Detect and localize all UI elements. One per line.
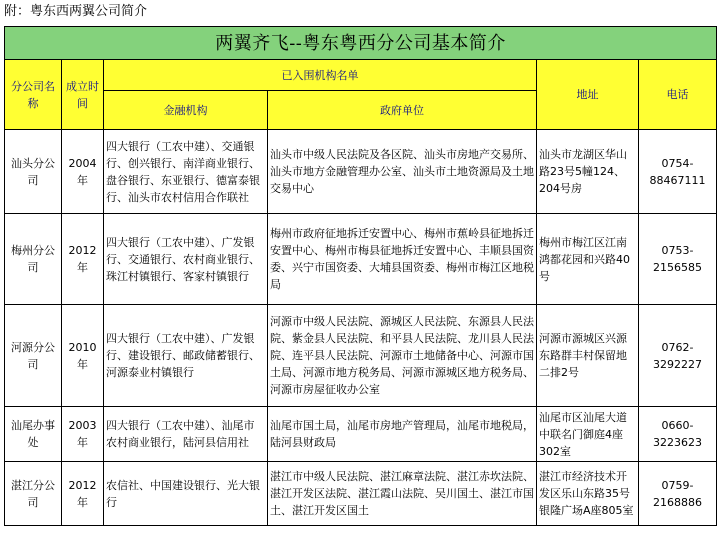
- government-units: 河源市中级人民法院、源城区人民法院、东源县人民法院、紫金县人民法院、和平县人民法院、龙川县人民法院、连平县人民法院、河源市土地储备中心、河源市国土局、河源市地方税务局、河源市源城区地方税务局、河源市房屋征收办公室: [268, 305, 537, 407]
- branch-name: 河源分公司: [5, 305, 62, 407]
- header-financial: 金融机构: [104, 91, 268, 130]
- branch-address: 梅州市梅江区江南鸿都花园和兴路40号: [537, 214, 639, 305]
- header-phone: 电话: [639, 60, 717, 130]
- government-units: 汕尾市国土局，汕尾市房地产管理局，汕尾市地税局，陆河县财政局: [268, 407, 537, 462]
- table-row: [5, 130, 717, 214]
- founded-year: 2012年: [62, 214, 104, 305]
- financial-institutions: 四大银行（工农中建）、广发银行、建设银行、邮政储蓄银行、河源泰业村镇银行: [104, 305, 268, 407]
- financial-institutions: 四大银行（工农中建）、广发银行、交通银行、农村商业银行、珠江村镇银行、客家村镇银行: [104, 214, 268, 305]
- financial-institutions: 农信社、中国建设银行、光大银行: [104, 462, 268, 526]
- government-units: 汕头市中级人民法院及各区院、汕头市房地产交易所、汕头市地方金融管理办公室、汕头市土地资源局及土地交易中心: [268, 130, 537, 214]
- header-government: 政府单位: [268, 91, 537, 130]
- branch-phone: 0762-3292227: [639, 305, 717, 407]
- header-founded: 成立时间: [62, 60, 104, 130]
- table-row: [5, 462, 717, 526]
- table-row: [5, 407, 717, 462]
- branch-address: 湛江市经济技术开发区乐山东路35号银隆广场A座805室: [537, 462, 639, 526]
- founded-year: 2004年: [62, 130, 104, 214]
- branch-address: 汕尾市区汕尾大道中联名门御庭4座302室: [537, 407, 639, 462]
- branch-company-table: [4, 26, 717, 526]
- financial-institutions: 四大银行（工农中建）、汕尾市农村商业银行，陆河县信用社: [104, 407, 268, 462]
- table-title: 两翼齐飞--粤东粤西分公司基本简介: [5, 27, 717, 60]
- table-row: [5, 305, 717, 407]
- branch-phone: 0753-2156585: [639, 214, 717, 305]
- table-row: [5, 214, 717, 305]
- founded-year: 2010年: [62, 305, 104, 407]
- financial-institutions: 四大银行（工农中建）、交通银行、创兴银行、南洋商业银行、盘谷银行、东亚银行、德富泰银行、汕头市农村信用合作联社: [104, 130, 268, 214]
- company-table-sheet: [4, 26, 716, 538]
- branch-address: 河源市源城区兴源东路群丰村保留地二排2号: [537, 305, 639, 407]
- branch-phone: 0754-88467111: [639, 130, 717, 214]
- branch-name: 汕尾办事处: [5, 407, 62, 462]
- branch-name: 梅州分公司: [5, 214, 62, 305]
- branch-phone: 0660-3223623: [639, 407, 717, 462]
- header-branch: 分公司名称: [5, 60, 62, 130]
- branch-address: 汕头市龙湖区华山路23号5幢124、204号房: [537, 130, 639, 214]
- header-institutions: 已入围机构名单: [104, 60, 537, 91]
- branch-phone: 0759-2168886: [639, 462, 717, 526]
- page-caption: 附：粤东西两翼公司简介: [4, 4, 148, 19]
- branch-name: 汕头分公司: [5, 130, 62, 214]
- founded-year: 2003年: [62, 407, 104, 462]
- government-units: 湛江市中级人民法院、湛江麻章法院、湛江赤坎法院、湛江开发区法院、湛江霞山法院、吴川国土、湛江市国土、湛江开发区国土: [268, 462, 537, 526]
- branch-name: 湛江分公司: [5, 462, 62, 526]
- founded-year: 2012年: [62, 462, 104, 526]
- government-units: 梅州市政府征地拆迁安置中心、梅州市蕉岭县征地拆迁安置中心、梅州市梅县征地拆迁安置中心、丰顺县国资委、兴宁市国资委、大埔县国资委、梅州市梅江区地税局: [268, 214, 537, 305]
- header-address: 地址: [537, 60, 639, 130]
